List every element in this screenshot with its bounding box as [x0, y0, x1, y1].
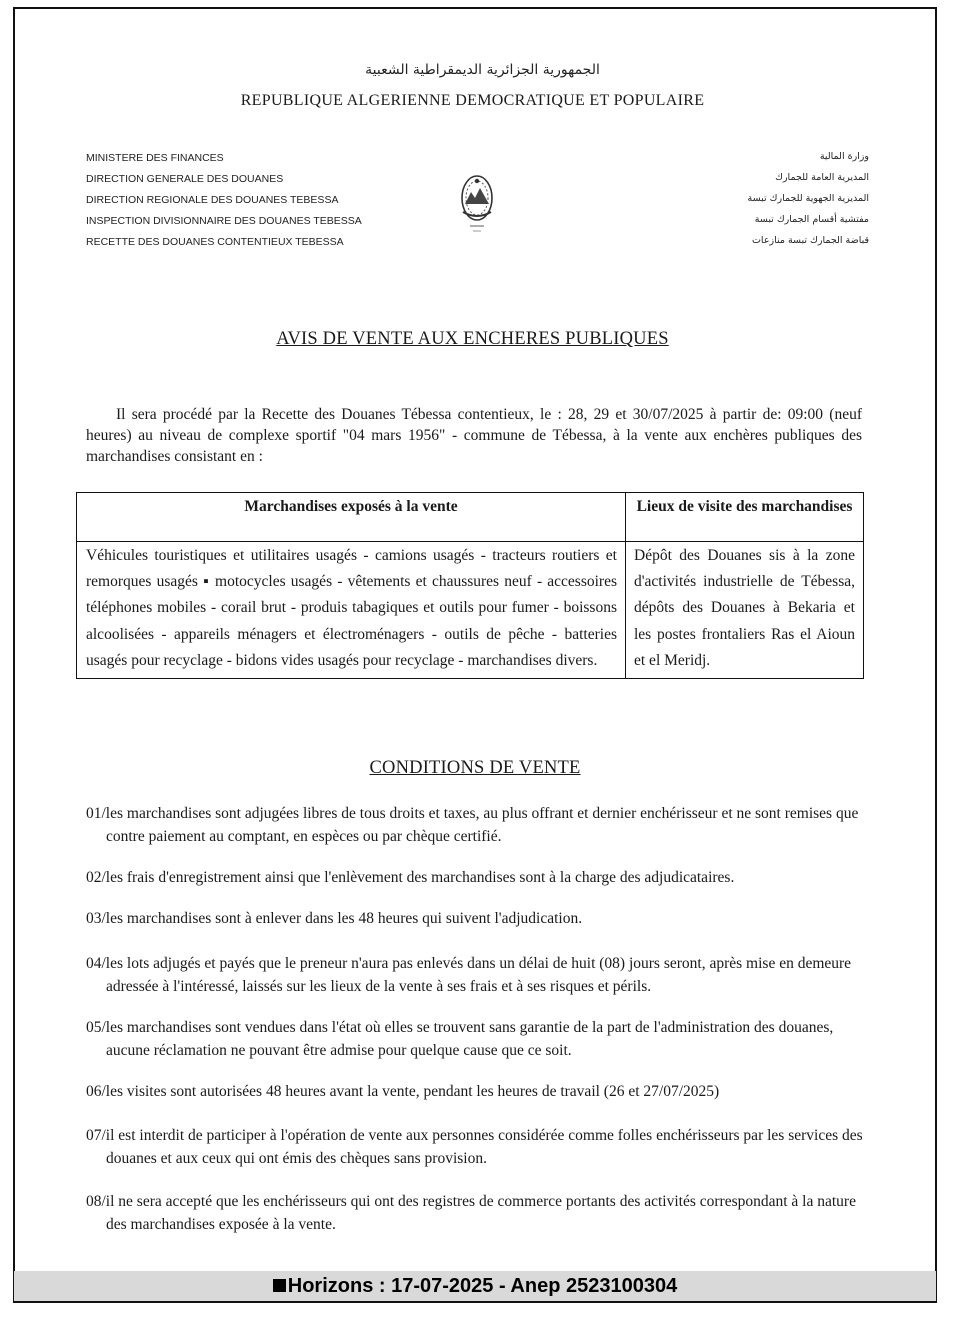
header-line: المديرية العامة للجمارك — [775, 172, 869, 183]
goods-table — [76, 492, 864, 679]
administration-header-fr — [86, 148, 362, 253]
republic-title: REPUBLIQUE ALGERIENNE DEMOCRATIQUE ET POPULAIRE — [240, 92, 705, 109]
header-line: مفتشية أقسام الجمارك تبسة — [754, 214, 869, 225]
header-line: DIRECTION GENERALE DES DOUANES — [86, 173, 284, 185]
intro-paragraph — [86, 404, 862, 467]
header-line: DIRECTION REGIONALE DES DOUANES TEBESSA — [86, 194, 339, 206]
arabic-republic-title: الجمهورية الجزائرية الديمقراطية الشعبية — [365, 62, 600, 78]
condition-item: 06/les visites sont autorisées 48 heures avant la vente, pendant les heures de travail (26 et 27/07/2025) — [86, 1083, 720, 1100]
condition-item: 01/les marchandises sont adjugées libres de tous droits et taxes, au plus offrant et dernier enchérisseur et ne sont remises que contre paiement au comptant, en espèces ou par chèque certifié. — [86, 805, 859, 845]
footer-text: Horizons : 17-07-2025 - Anep 2523100304 — [287, 1275, 678, 1297]
conditions-title: CONDITIONS DE VENTE — [369, 758, 581, 778]
goods-column-header: Marchandises exposés à la vente — [77, 493, 626, 542]
condition-item: 04/les lots adjugés et payés que le preneur n'aura pas enlevés dans un délai de huit (08) jours seront, après mise en demeure adressée à l'intéressé, laissés sur les lieux de la vente à ses frais et à ses risques et périls. — [86, 955, 852, 995]
header-line: RECETTE DES DOUANES CONTENTIEUX TEBESSA — [86, 236, 344, 248]
goods-cell: Véhicules touristiques et utilitaires usagés - camions usagés - tracteurs routiers et remorques usagés ▪ motocycles usagés - vêtements et chaussures neuf - accessoires téléphones mobiles - corail brut - produis tabagiques et outils pour fumer - boissons alcoolisées - appareils ménagers et électroménagers - outils de pêche - batteries usagés pour recyclage - bidons vides usagés pour recyclage - marchandises divers. — [77, 542, 626, 679]
customs-emblem-icon — [454, 168, 500, 236]
visit-column-header: Lieux de visite des marchandises — [626, 493, 864, 542]
condition-item: 08/il ne sera accepté que les enchérisseurs qui ont des registres de commerce portants des activités correspondant à la nature des marchandises exposée à la vente. — [86, 1193, 856, 1233]
header-line: INSPECTION DIVISIONNAIRE DES DOUANES TEBESSA — [86, 215, 362, 227]
table-header-row — [77, 493, 864, 542]
condition-item: 05/les marchandises sont vendues dans l'état où elles se trouvent sans garantie de la part de l'administration des douanes, aucune réclamation ne pouvant être admise pour quelque cause que ce soit. — [86, 1019, 834, 1059]
header-line: وزارة المالية — [819, 151, 869, 162]
header-line: المديرية الجهوية للجمارك تبسة — [747, 193, 869, 204]
header-line: قباضة الجمارك تبسة منازعات — [751, 235, 869, 246]
condition-item: 02/les frais d'enregistrement ainsi que l'enlèvement des marchandises sont à la charge des adjudicataires. — [86, 869, 735, 886]
visit-location-cell: Dépôt des Douanes sis à la zone d'activités industrielle de Tébessa, dépôts des Douanes à Bekaria et les postes frontaliers Ras el Aioun et el Meridj. — [626, 542, 864, 679]
notice-title: AVIS DE VENTE AUX ENCHERES PUBLIQUES — [276, 329, 669, 349]
administration-header-ar — [748, 146, 869, 251]
square-bullet-icon — [273, 1279, 286, 1292]
publication-footer — [14, 1271, 936, 1301]
intro-text: Il sera procédé par la Recette des Douanes Tébessa contentieux, le : 28, 29 et 30/07/2025 à partir de: 09:00 (neuf heures) au niveau de complexe sportif "04 mars 1956" - commune de Tébessa, à la vente aux enchères publiques des marchandises consistant en : — [86, 406, 862, 465]
header-line: MINISTERE DES FINANCES — [86, 152, 224, 164]
condition-item: 03/les marchandises sont à enlever dans les 48 heures qui suivent l'adjudication. — [86, 910, 583, 927]
table-row — [77, 542, 864, 679]
condition-item: 07/il est interdit de participer à l'opération de vente aux personnes considérée comme folles enchérisseurs par les services des douanes et aux ceux qui ont émis des chèques sans provision. — [86, 1127, 863, 1167]
